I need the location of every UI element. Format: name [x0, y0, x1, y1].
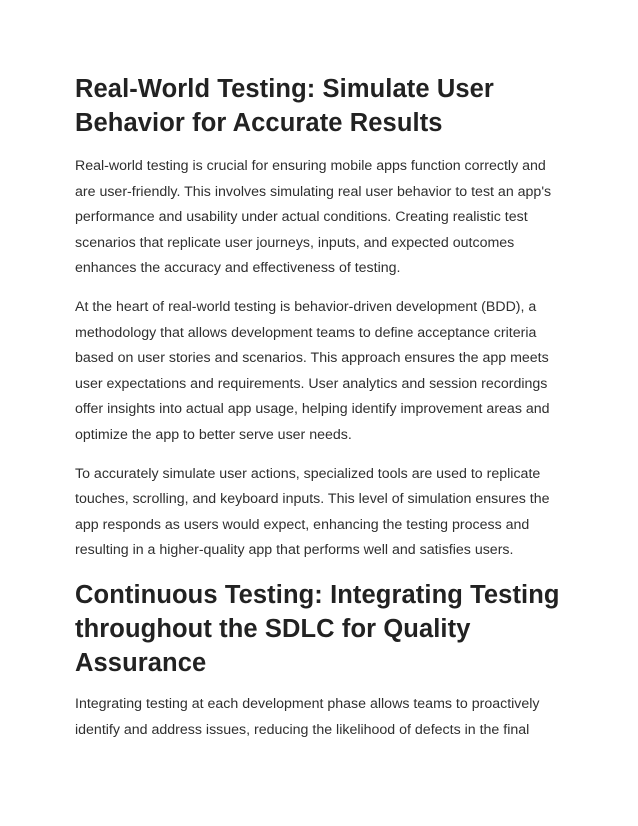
paragraph: Integrating testing at each development phase allows teams to proactively identify and address issues, reducing the likelihood of defects in the final: [75, 695, 540, 738]
paragraph: Real-world testing is crucial for ensuring mobile apps function correctly and are user-friendly. This involves simulating real user behavior to test an app's performance and usability under actual conditions. Creating realistic test scenarios that replicate user journeys, inputs, and expected outcomes enhances the accuracy and effectiveness of testing.: [75, 158, 552, 277]
document-page: [75, 68, 565, 743]
paragraph: To accurately simulate user actions, specialized tools are used to replicate touches, scrolling, and keyboard inputs. This level of simulation ensures the app responds as users would expect, enhancing the testing process and resulting in a higher-quality app that performs well and satisfies users.: [75, 465, 550, 559]
paragraph: At the heart of real-world testing is behavior-driven development (BDD), a methodology that allows development teams to define acceptance criteria based on user stories and scenarios. This approach ensures the app meets user expectations and requirements. User analytics and session recordings offer insights into actual app usage, helping identify improvement areas and optimize the app to better serve user needs.: [75, 298, 550, 443]
section-heading-real-world-testing: Real-World Testing: Simulate User Behavior for Accurate Results: [75, 75, 494, 137]
section-heading-continuous-testing: Continuous Testing: Integrating Testing throughout the SDLC for Quality Assurance: [75, 580, 560, 677]
